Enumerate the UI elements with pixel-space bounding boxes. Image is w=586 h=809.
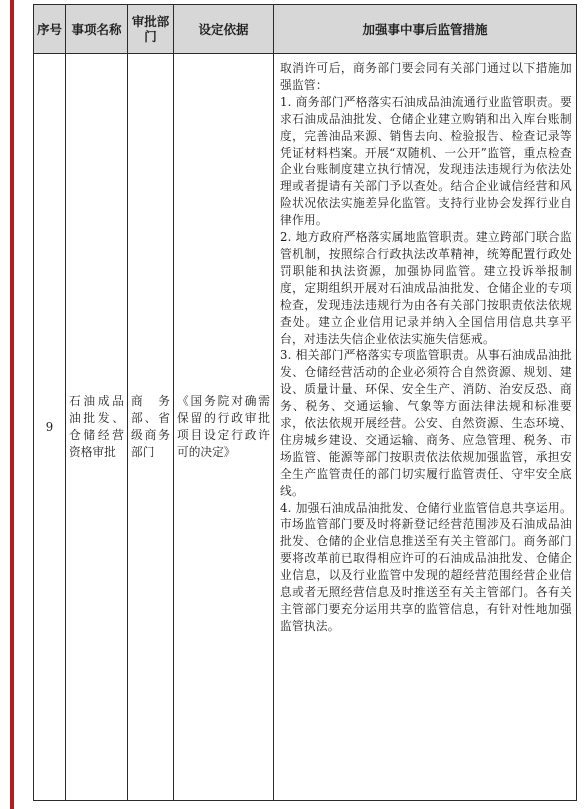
header-measures: 加强事中事后监管措施 — [274, 5, 577, 54]
measure-item-2: 2. 地方政府严格落实属地监管职责。建立跨部门联合监管机制，按照综合行政执法改革精神，统筹配置行政处罚职能和执法资源，加强协同监管。建立投诉举报制度，定期组织开展对石油成品油批发、仓储企业的专项检查，发现违法违规行为由各有关部门按职责依法依规查处。建立企业信用记录并纳入全国信用信息共享平台，对违法失信企业依法实施失信惩戒。 — [280, 230, 572, 346]
measures-intro: 取消许可后，商务部门要会同有关部门通过以下措施加强监管： — [280, 61, 572, 92]
cell-no: 9 — [34, 54, 66, 801]
header-item-name: 事项名称 — [66, 5, 128, 54]
table-row — [34, 54, 577, 801]
header-row — [34, 5, 577, 54]
measure-item-3: 3. 相关部门严格落实专项监管职责。从事石油成品油批发、仓储经营活动的企业必须符合自然资源、规划、建设、质量计量、环保、安全生产、消防、治安反恐、商务、税务、交通运输、气象等方面法律法规和标准要求，依法依规开展经营。公安、自然资源、生态环境、住房城乡建设、交通运输、商务、应急管理、税务、市场监管、能源等部门按职责依法依规加强监管，承担安全生产监管责任的部门切实履行监管责任、守牢安全底线。 — [280, 348, 572, 498]
measure-item-4: 4. 加强石油成品油批发、仓储行业监管信息共享运用。市场监管部门要及时将新登记经营范围涉及石油成品油批发、仓储的企业信息推送至有关主管部门。商务部门要将改革前已取得相应许可的石油成品油批发、仓储企业信息，以及行业监管中发现的超经营范围经营企业信息或者无照经营信息及时推送至有关主管部门。各有关主管部门要充分运用共享的监管信息，有针对性地加强监管执法。 — [280, 500, 572, 633]
cell-legal-basis: 《国务院对确需保留的行政审批项目设定行政许可的决定》 — [174, 54, 274, 801]
cell-item-name: 石油成品油批发、仓储经营资格审批 — [66, 54, 128, 801]
header-no: 序号 — [34, 5, 66, 54]
header-legal-basis: 设定依据 — [174, 5, 274, 54]
header-approval-dept: 审批部门 — [128, 5, 174, 54]
left-accent-rule — [10, 0, 14, 809]
regulation-table — [33, 4, 577, 801]
cell-approval-dept: 商务部、省级商务部门 — [128, 54, 174, 801]
cell-measures — [274, 54, 577, 801]
measure-item-1: 1. 商务部门严格落实石油成品油流通行业监管职责。要求石油成品油批发、仓储企业建立购销和出入库台账制度，完善油品来源、销售去向、检验报告、检查记录等凭证材料档案。开展“双随机、一公开”监管，重点检查企业台账制度建立执行情况，发现违法违规行为依法处理或者提请有关部门予以查处。结合企业诚信经营和风险状况依法实施差异化监管。支持行业协会发挥行业自律作用。 — [280, 94, 572, 228]
